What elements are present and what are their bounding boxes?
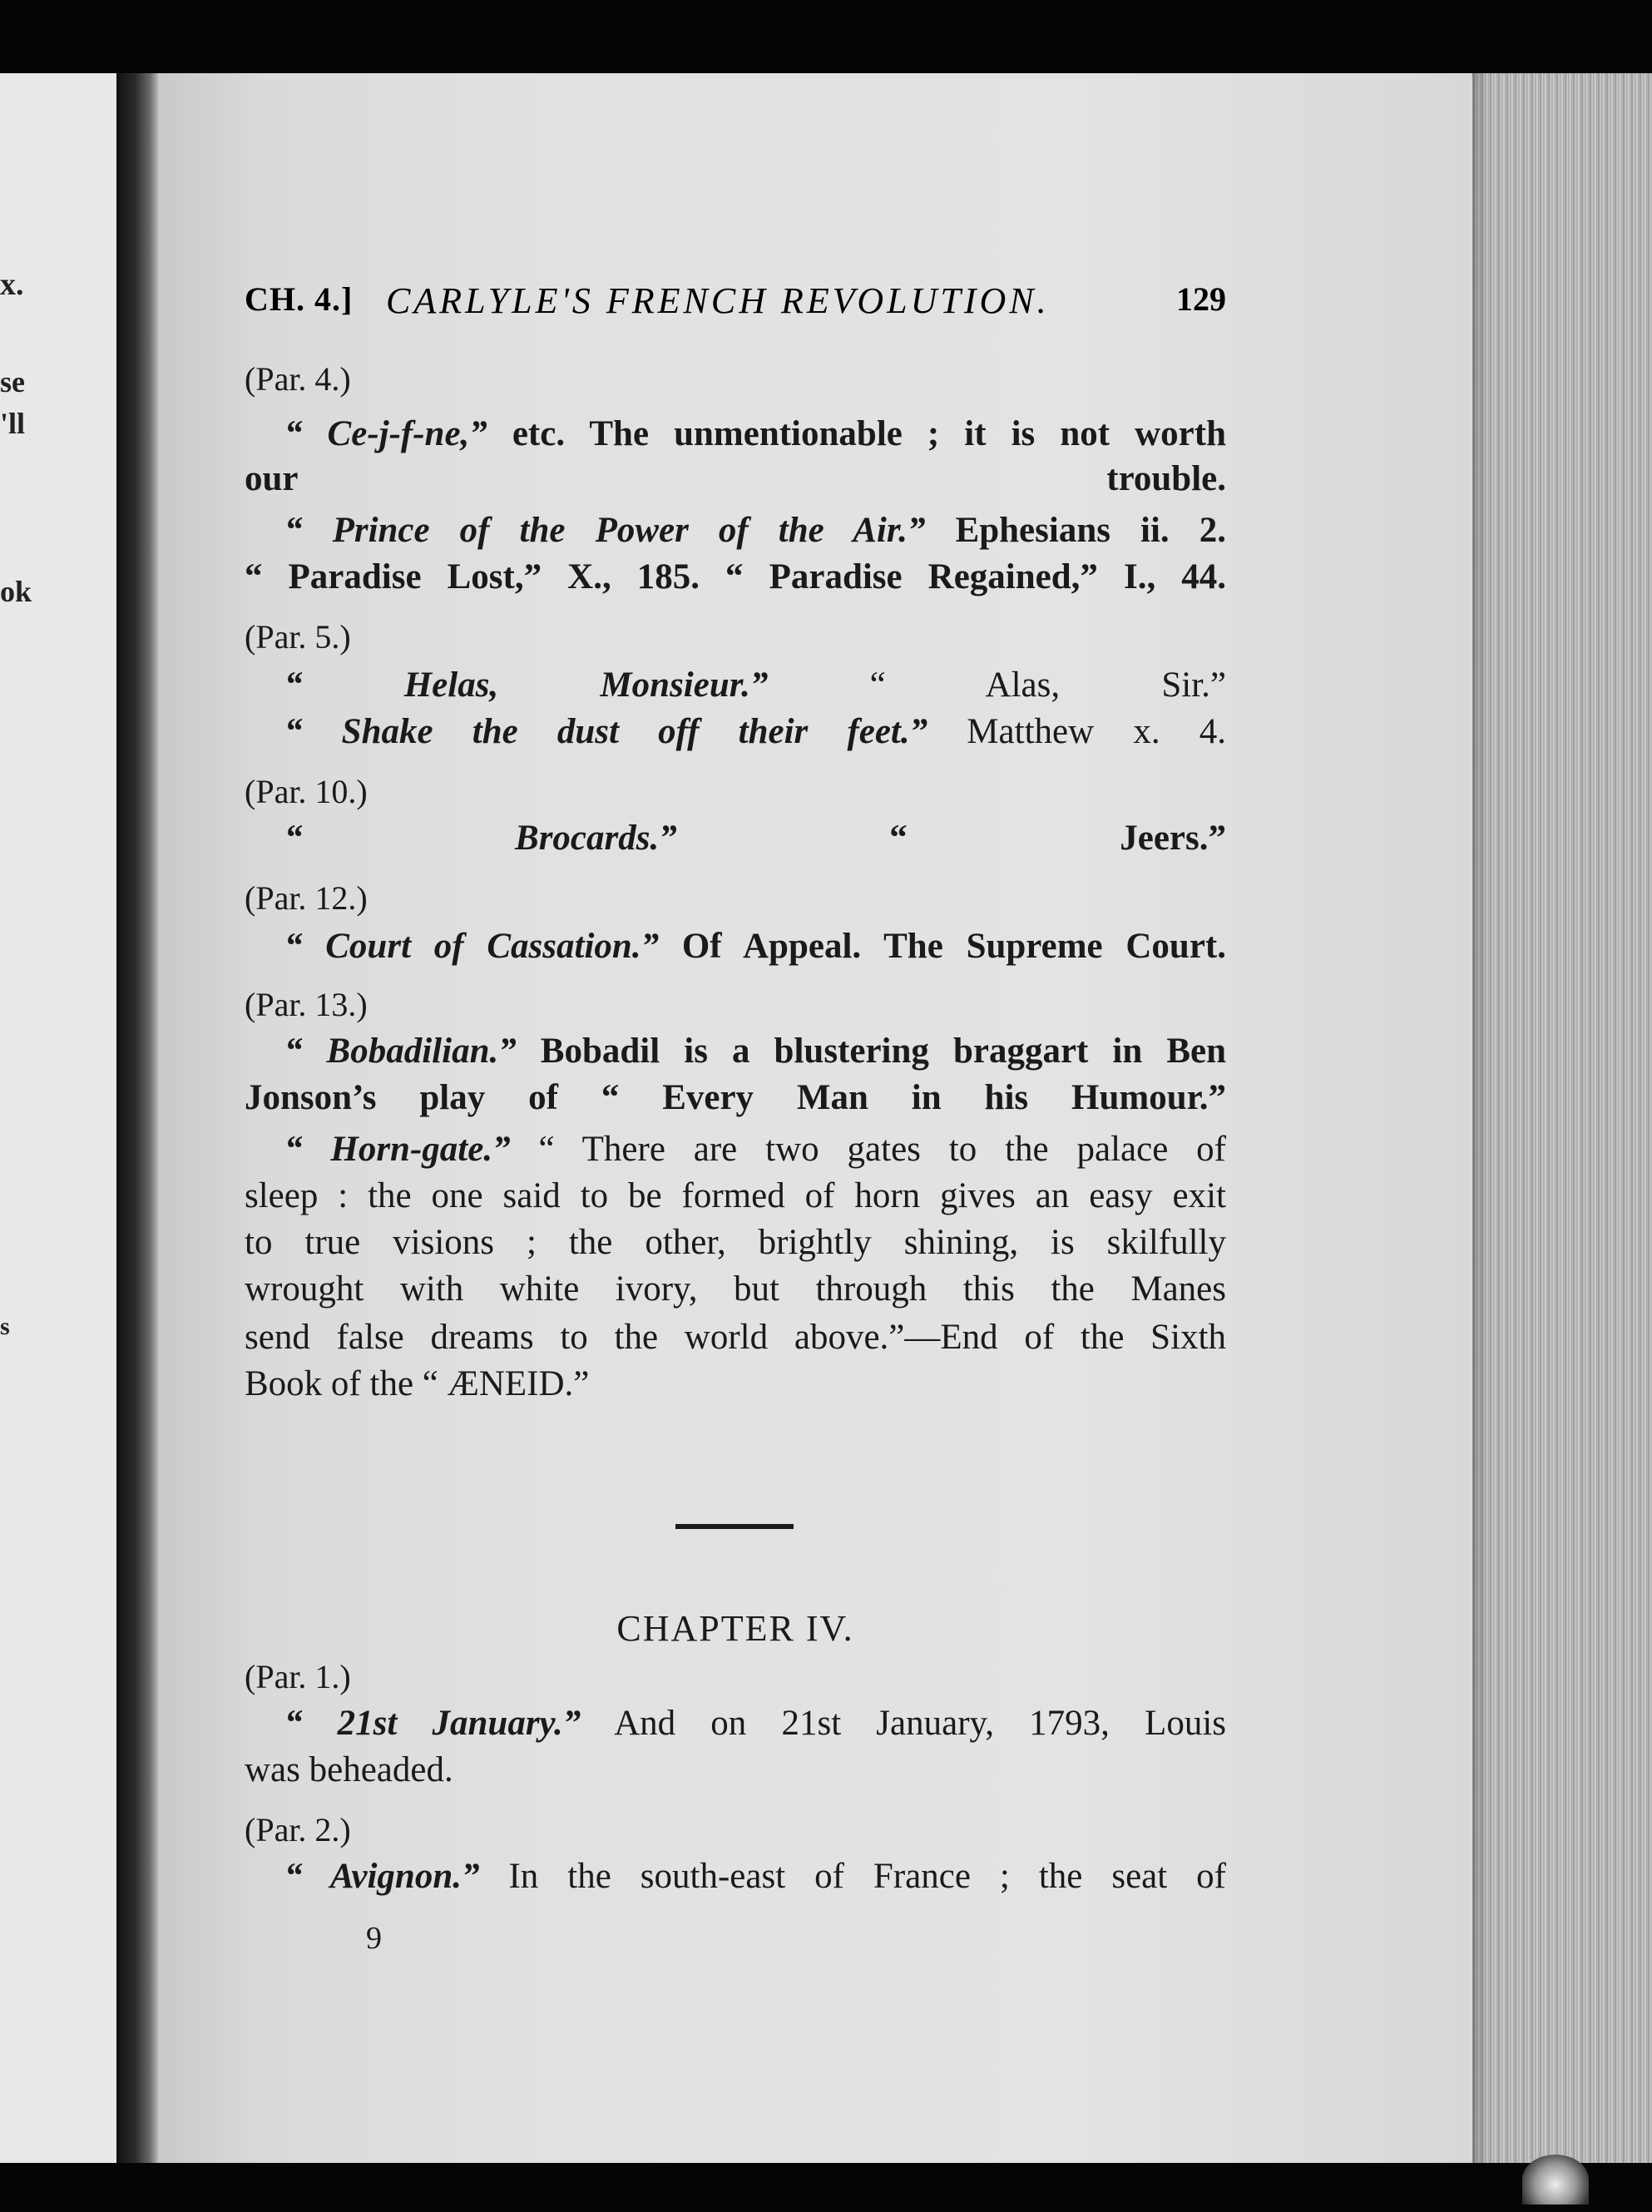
note-text: Of Appeal. The Supreme Court. <box>659 927 1226 966</box>
note-line <box>245 1268 1226 1311</box>
note-text: Bobadil is a blustering braggart in Ben <box>516 1032 1226 1071</box>
book-gutter <box>116 73 158 2163</box>
note-line <box>284 817 1226 860</box>
note-line <box>245 1316 1226 1359</box>
note-text: “ Jeers.” <box>676 819 1226 858</box>
note-text: Jonson’s play of “ Every Man in his Humour.” <box>245 1078 1226 1117</box>
note-line <box>284 1030 1226 1073</box>
facing-page-fragment: s <box>0 1313 10 1340</box>
quoted-term: “ Brocards.” <box>284 819 677 858</box>
note-line <box>284 664 1226 707</box>
note-text: Book of the “ ÆNEID.” <box>245 1364 590 1403</box>
page-edge-stack <box>1472 73 1652 2163</box>
quoted-term: “ Horn-gate.” <box>284 1130 511 1169</box>
header-chapter: CH. 4.] <box>245 280 354 318</box>
quoted-term: “ Helas, Monsieur.” <box>284 666 769 705</box>
paragraph-reference: (Par. 10.) <box>245 773 368 810</box>
note-line <box>245 458 1226 501</box>
note-line <box>284 1128 1226 1171</box>
note-line <box>284 710 1226 754</box>
note-text: wrought with white ivory, but through this the Manes <box>245 1269 1226 1309</box>
note-line <box>245 1749 453 1792</box>
scan-bottom-border <box>0 2163 1652 2212</box>
note-text: etc. The unmentionable ; it is not worth <box>487 414 1226 453</box>
paragraph-reference: (Par. 13.) <box>245 986 368 1023</box>
note-text: was beheaded. <box>245 1750 453 1789</box>
paragraph-reference: (Par. 5.) <box>245 618 351 656</box>
facing-page-fragment: se <box>0 365 25 398</box>
quoted-term: “ Court of Cassation.” <box>284 927 660 966</box>
note-text: In the south-east of France ; the seat of <box>479 1857 1226 1896</box>
note-line <box>284 1702 1226 1745</box>
note-line <box>245 1175 1226 1218</box>
quoted-term: “ Shake the dust off their feet.” <box>284 712 928 751</box>
page-corner-curl <box>1522 2155 1589 2205</box>
note-text: send false dreams to the world above.”—End of the Sixth <box>245 1318 1226 1357</box>
facing-page-fragment: 'll <box>0 407 26 440</box>
page-edge-shadow <box>1472 73 1489 2163</box>
chapter-heading: CHAPTER IV. <box>616 1608 854 1649</box>
header-title: CARLYLE'S FRENCH REVOLUTION. <box>386 280 1050 321</box>
paragraph-reference: (Par. 4.) <box>245 360 351 398</box>
paragraph-reference: (Par. 1.) <box>245 1658 351 1695</box>
note-line <box>284 1855 1226 1898</box>
quoted-term: “ Bobadilian.” <box>284 1032 517 1071</box>
facing-page-fragment: x. <box>0 267 24 302</box>
note-line <box>284 509 1226 552</box>
note-line <box>245 1363 589 1406</box>
note-text: Matthew x. 4. <box>927 712 1226 751</box>
quoted-term: “ 21st January.” <box>284 1704 581 1743</box>
scan-top-border <box>0 0 1652 73</box>
signature-mark: 9 <box>366 1921 382 1956</box>
note-line <box>284 413 1226 456</box>
quoted-term: “ Prince of the Power of the Air.” <box>284 511 926 550</box>
note-line <box>245 1221 1226 1264</box>
note-text: to true visions ; the other, brightly shining, is skilfully <box>245 1223 1226 1262</box>
note-text: sleep : the one said to be formed of horn gives an easy exit <box>245 1176 1226 1215</box>
facing-page-fragment: ok <box>0 575 32 608</box>
note-text: Ephesians ii. 2. <box>925 511 1226 550</box>
note-text: And on 21st January, 1793, Louis <box>581 1704 1227 1743</box>
paragraph-reference: (Par. 2.) <box>245 1811 351 1848</box>
quoted-term: “ Avignon.” <box>284 1857 480 1896</box>
running-header <box>245 280 1226 326</box>
quoted-term: “ Ce-j-f-ne,” <box>284 414 487 453</box>
note-line <box>245 556 1226 599</box>
section-rule <box>675 1524 794 1529</box>
facing-page-left <box>0 73 116 2163</box>
note-text: “ Alas, Sir.” <box>768 666 1226 705</box>
note-line <box>245 1076 1226 1120</box>
paragraph-reference: (Par. 12.) <box>245 879 368 917</box>
note-text: “ Paradise Lost,” X., 185. “ Paradise Regained,” I., 44. <box>245 557 1226 596</box>
note-line <box>284 925 1226 968</box>
page-number: 129 <box>1176 280 1226 318</box>
note-text: our trouble. <box>245 459 1226 498</box>
note-text: “ There are two gates to the palace of <box>510 1130 1226 1169</box>
